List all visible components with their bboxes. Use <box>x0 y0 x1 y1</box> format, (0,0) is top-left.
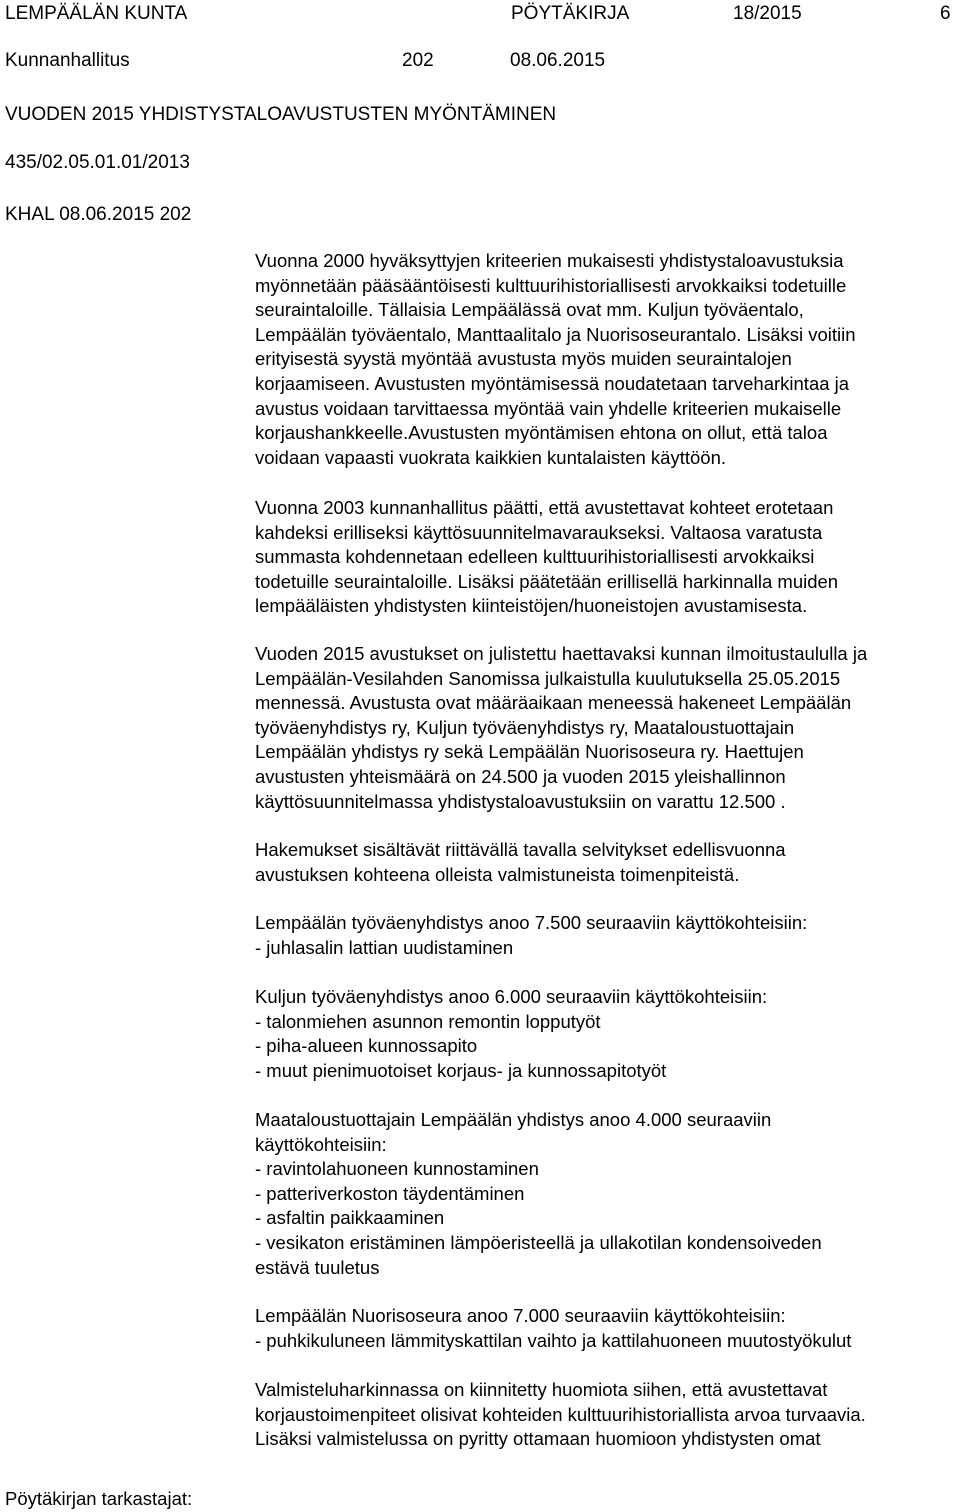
text-line: - talonmiehen asunnon remontin lopputyöt <box>255 1010 601 1032</box>
text-line: Lisäksi valmistelussa on pyritty ottamaan huomioon yhdistysten omat <box>255 1428 821 1450</box>
text-line: Valmisteluharkinnassa on kiinnitetty huomiota siihen, että avustettavat <box>255 1379 828 1400</box>
committee-name: Kunnanhallitus <box>5 50 130 71</box>
text-line: korjaustoimenpiteet olisivat kohteiden kulttuurihistoriallista arvoa turvaavia. <box>255 1403 866 1425</box>
text-line: estävä tuuletus <box>255 1256 380 1278</box>
text-line: avustusten yhteismäärä on 24.500 ja vuoden 2015 yleishallinnon <box>255 765 786 787</box>
text-line: - vesikaton eristäminen lämpöeristeellä ja ullakotilan kondensoiveden <box>255 1231 822 1253</box>
paragraph-background <box>255 249 959 470</box>
text-line: - piha-alueen kunnossapito <box>255 1035 478 1057</box>
document-number: 18/2015 <box>733 3 802 24</box>
text-line: myönnetään pääsääntöisesti kulttuurihistoriallisesti arvokkaiksi todetuille <box>255 274 847 296</box>
text-line: työväenyhdistys ry, Kuljun työväenyhdistys ry, Maataloustuottajain <box>255 716 795 738</box>
text-line: seuraintaloille. Tällaisia Lempäälässä ovat mm. Kuljun työväentalo, <box>255 299 804 321</box>
text-line: Lempäälän työväentalo, Manttaalitalo ja Nuorisoseurantalo. Lisäksi voitiin <box>255 323 856 345</box>
page-number: 6 <box>940 3 951 24</box>
paragraph-2003-decision <box>255 496 959 619</box>
meeting-date: 08.06.2015 <box>510 50 606 71</box>
text-line: Vuonna 2003 kunnanhallitus päätti, että avustettavat kohteet erotetaan <box>255 497 834 518</box>
text-line: - asfaltin paikkaaminen <box>255 1207 445 1229</box>
text-line: - patteriverkoston täydentäminen <box>255 1182 525 1204</box>
text-line: käyttökohteisiin: <box>255 1133 387 1155</box>
text-line: voidaan vapaasti vuokrata kaikkien kuntalaisten käyttöön. <box>255 446 727 468</box>
paragraph-applicant-3 <box>255 1108 959 1280</box>
text-line: - ravintolahuoneen kunnostaminen <box>255 1158 539 1180</box>
text-line: summasta kohdennetaan edelleen kulttuurihistoriallisesti arvokkaiksi <box>255 546 815 568</box>
text-line: Kuljun työväenyhdistys anoo 6.000 seuraaviin käyttökohteisiin: <box>255 986 768 1007</box>
khal-section: 202 <box>159 204 192 225</box>
text-line: kahdeksi erilliseksi käyttösuunnitelmavaraukseksi. Valtaosa varatusta <box>255 521 823 543</box>
text-line: Vuonna 2000 hyväksyttyjen kriteerien mukaisesti yhdistystaloavustuksia <box>255 250 844 271</box>
document-type: PÖYTÄKIRJA <box>511 3 630 24</box>
text-line: - muut pienimuotoiset korjaus- ja kunnossapitotyöt <box>255 1059 667 1081</box>
text-line: Lempäälän Nuorisoseura anoo 7.000 seuraaviin käyttökohteisiin: <box>255 1305 786 1326</box>
text-line: Lempäälän yhdistys ry sekä Lempäälän Nuorisoseura ry. Haettujen <box>255 741 804 763</box>
text-line: Lempäälän työväenyhdistys anoo 7.500 seuraaviin käyttökohteisiin: <box>255 912 808 933</box>
item-reference: 435/02.05.01.01/2013 <box>5 152 190 173</box>
item-title: VUODEN 2015 YHDISTYSTALOAVUSTUSTEN MYÖNTÄMINEN <box>5 104 557 125</box>
minutes-inspectors-label: Pöytäkirjan tarkastajat: <box>5 1488 193 1509</box>
paragraph-applicant-4 <box>255 1304 959 1353</box>
text-line: avustus voidaan tarvittaessa myöntää vain yhdelle kriteerien mukaiselle <box>255 397 842 419</box>
khal-reference <box>5 203 191 228</box>
paragraph-applicant-2 <box>255 985 959 1083</box>
text-line: avustuksen kohteena olleista valmistuneista toimenpiteistä. <box>255 863 740 885</box>
text-line: Lempäälän-Vesilahden Sanomissa julkaistulla kuulutuksella 25.05.2015 <box>255 667 841 689</box>
text-line: Vuoden 2015 avustukset on julistettu haettavaksi kunnan ilmoitustaululla ja <box>255 643 868 664</box>
organization-name: LEMPÄÄLÄN KUNTA <box>5 3 188 24</box>
text-line: lempääläisten yhdistysten kiinteistöjen/huoneistojen avustamisesta. <box>255 595 808 617</box>
text-line: erityisestä syystä myöntää avustusta myös muiden seuraintalojen <box>255 348 792 370</box>
text-line: korjaushankkeelle.Avustusten myöntämisen ehtona on ollut, että taloa <box>255 422 828 444</box>
text-line: mennessä. Avustusta ovat määräaikaan meneessä hakeneet Lempäälän <box>255 692 852 714</box>
paragraph-preparation <box>255 1378 959 1452</box>
paragraph-2015-applications <box>255 642 959 814</box>
text-line: - juhlasalin lattian uudistaminen <box>255 936 514 958</box>
section-number: 202 <box>402 50 434 71</box>
text-line: - puhkikuluneen lämmityskattilan vaihto ja kattilahuoneen muutostyökulut <box>255 1329 852 1351</box>
text-line: Hakemukset sisältävät riittävällä tavalla selvitykset edellisvuonna <box>255 839 786 860</box>
khal-prefix: KHAL 08.06.2015 <box>5 204 155 225</box>
paragraph-applicant-1 <box>255 911 959 960</box>
text-line: käyttösuunnitelmassa yhdistystaloavustuksiin on varattu 12.500 . <box>255 790 786 812</box>
text-line: todetuille seuraintaloille. Lisäksi päätetään erillisellä harkinnalla muiden <box>255 570 839 592</box>
text-line: korjaamiseen. Avustusten myöntämisessä noudatetaan tarveharkintaa ja <box>255 372 850 394</box>
paragraph-reports <box>255 838 959 887</box>
text-line: Maataloustuottajain Lempäälän yhdistys anoo 4.000 seuraaviin <box>255 1109 772 1130</box>
